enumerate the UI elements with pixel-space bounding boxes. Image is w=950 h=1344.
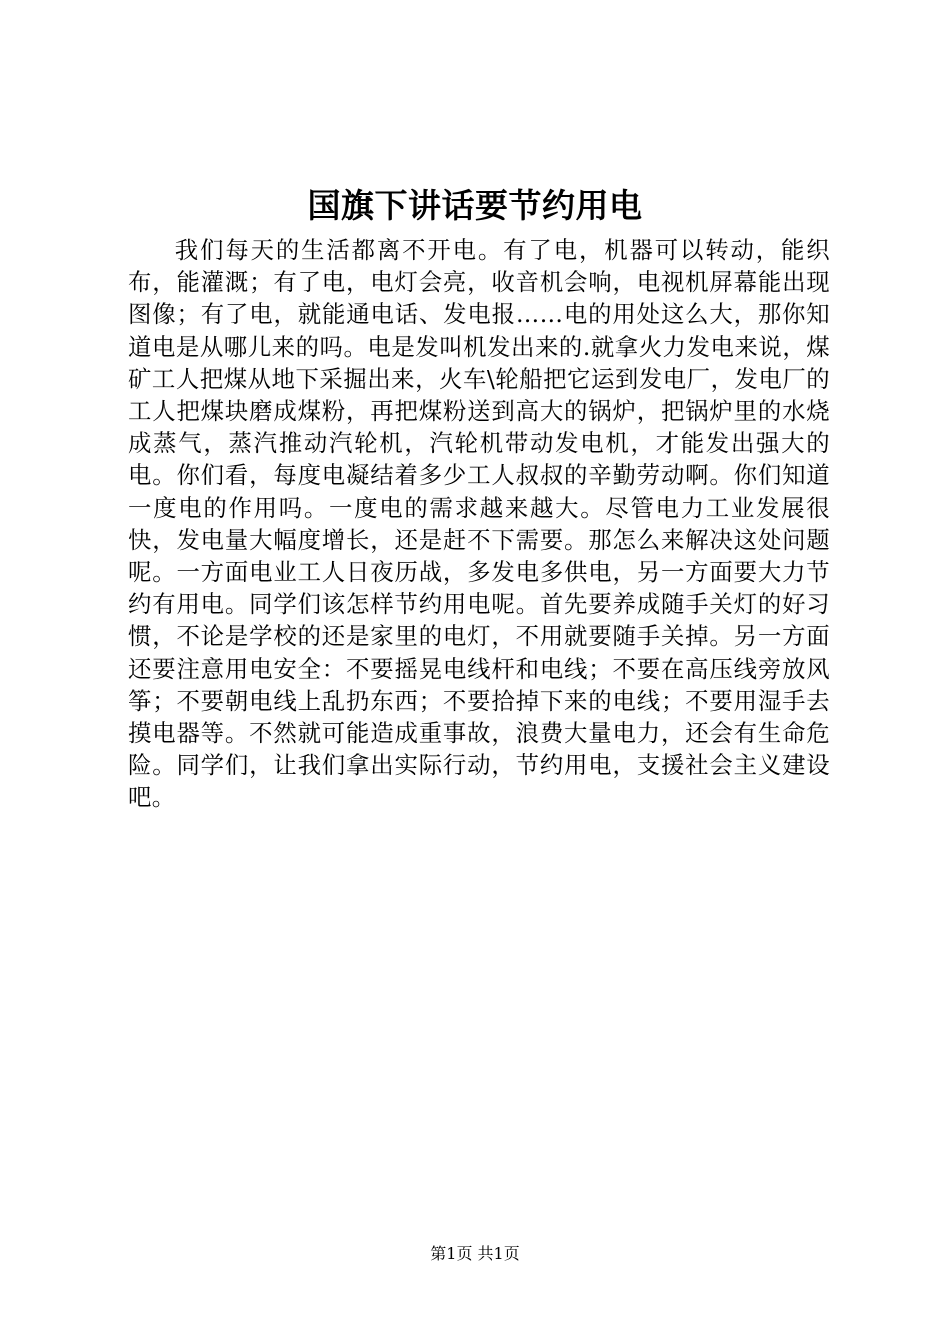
document-body-paragraph: 我们每天的生活都离不开电。有了电，机器可以转动，能织布，能灌溉；有了电，电灯会亮，收音机会响，电视机屏幕能出现图像；有了电，就能通电话、发电报……电的用处这么大，那你知道电是从哪儿来的吗。电是发叫机发出来的.就拿火力发电来说，煤矿工人把煤从地下采掘出来，火车\轮船把它运到发电厂，发电厂的工人把煤块磨成煤粉，再把煤粉送到高大的锅炉，把锅炉里的水烧成蒸气，蒸汽推动汽轮机，汽轮机带动发电机，才能发出强大的电。你们看，每度电凝结着多少工人叔叔的辛勤劳动啊。你们知道一度电的作用吗。一度电的需求越来越大。尽管电力工业发展很快，发电量大幅度增长，还是赶不下需要。那怎么来解决这处问题呢。一方面电业工人日夜历战，多发电多供电，另一方面要大力节约有用电。同学们该怎样节约用电呢。首先要养成随手关灯的好习惯，不论是学校的还是家里的电灯，不用就要随手关掉。另一方面还要注意用电安全：不要摇晃电线杆和电线；不要在高压线旁放风筝；不要朝电线上乱扔东西；不要拾掉下来的电线；不要用湿手去摸电器等。不然就可能造成重事故，浪费大量电力，还会有生命危险。同学们，让我们拿出实际行动，节约用电，支援社会主义建设吧。 [128, 236, 830, 812]
document-title: 国旗下讲话要节约用电 [307, 186, 643, 225]
page-number-footer: 第1页 共1页 [430, 1244, 520, 1263]
